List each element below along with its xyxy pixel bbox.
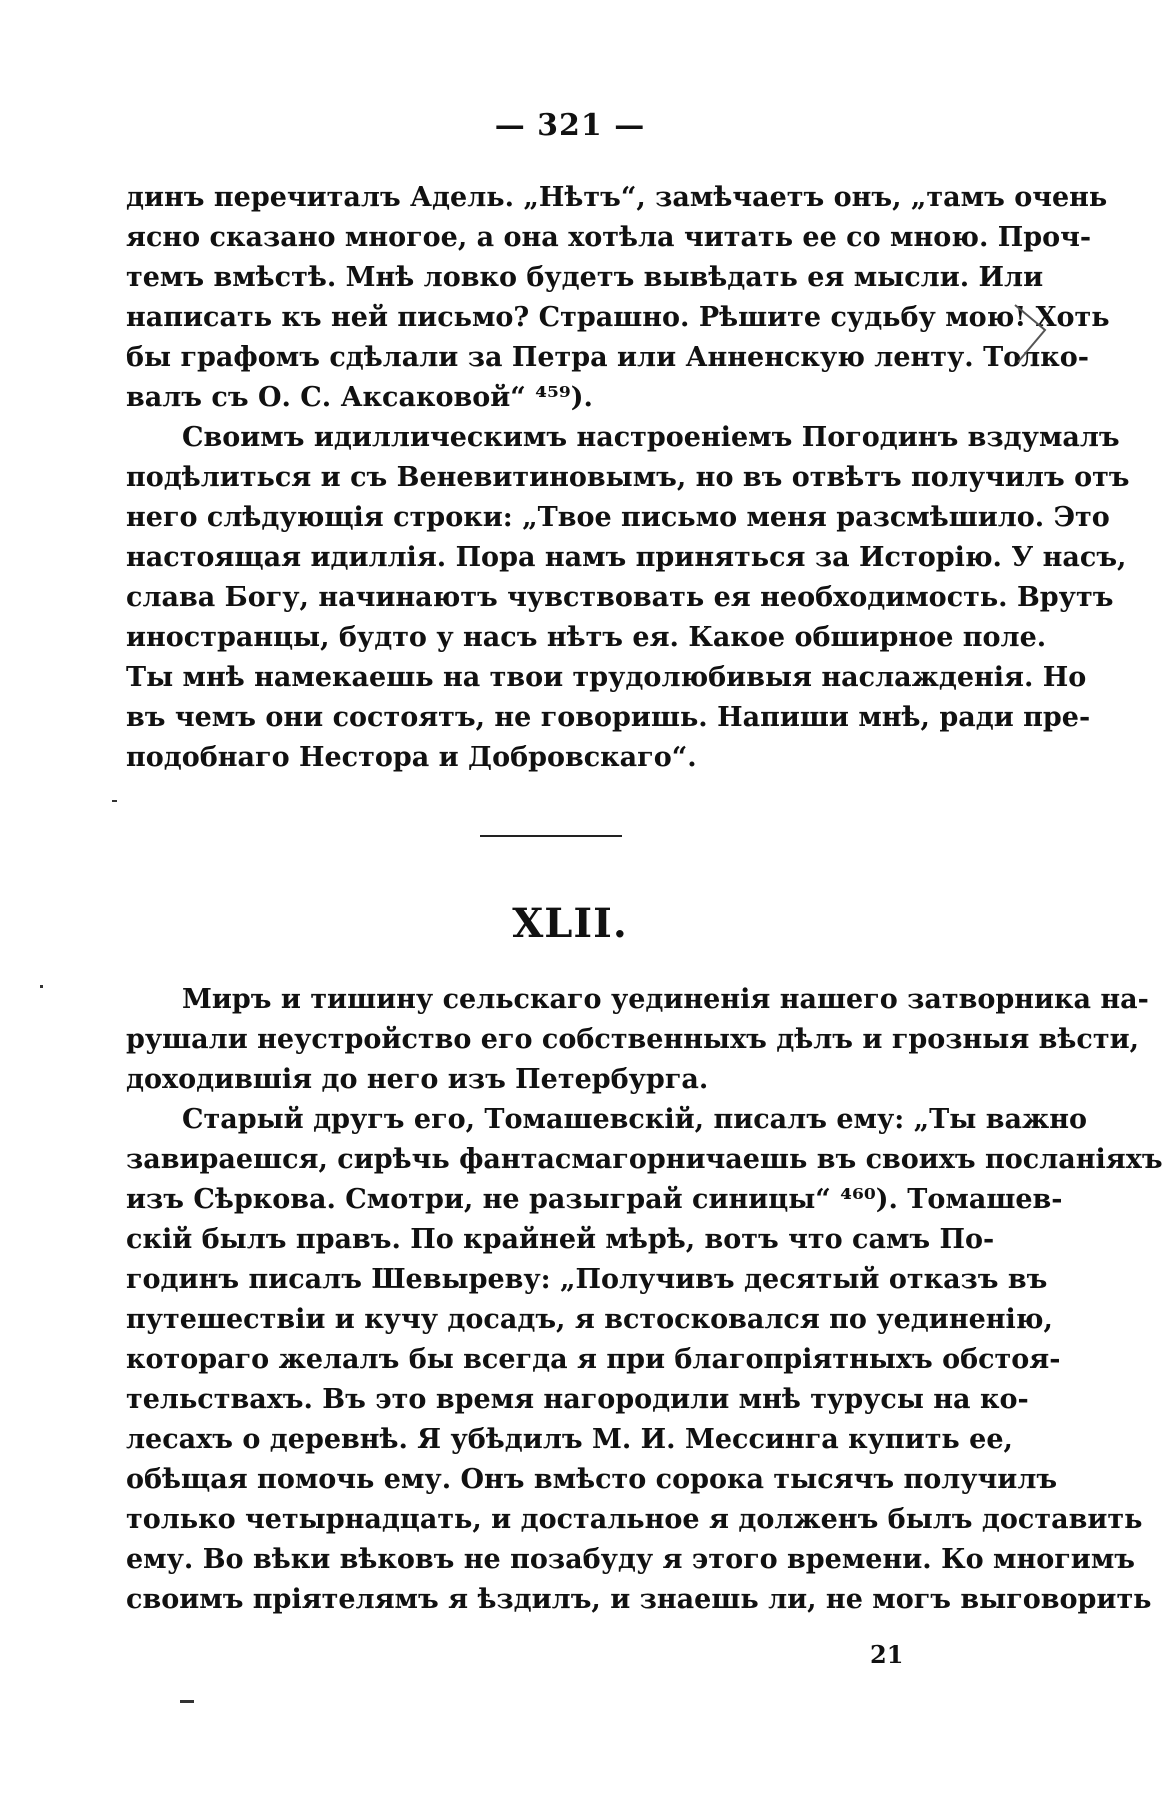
text-line: ясно сказано многое, а она хотѣла читать ее со мною. Проч- xyxy=(126,222,1092,253)
text-line: только четырнадцать, и достальное я долженъ былъ доставить xyxy=(126,1504,1143,1535)
text-line: тельствахъ. Въ это время нагородили мнѣ турусы на ко- xyxy=(126,1384,1029,1415)
text-line: скій былъ правъ. По крайней мѣрѣ, вотъ что самъ По- xyxy=(126,1224,995,1255)
stray-dot-mark xyxy=(112,800,117,802)
text-line: иностранцы, будто у насъ нѣтъ ея. Какое обширное поле. xyxy=(126,622,1047,653)
page-number-header: — 321 — xyxy=(494,108,646,143)
margin-pencil-mark xyxy=(1010,300,1060,370)
text-line: валъ съ О. С. Аксаковой“ ⁴⁵⁹). xyxy=(126,382,593,413)
text-line: ему. Во вѣки вѣковъ не позабуду я этого времени. Ко многимъ xyxy=(126,1544,1135,1575)
text-line: въ чемъ они состоятъ, не говоришь. Напиши мнѣ, ради пре- xyxy=(126,702,1091,733)
text-line: путешествіи и кучу досадъ, я встосковался по уединенію, xyxy=(126,1304,1053,1335)
section-2-text xyxy=(126,980,1163,1620)
text-line: Своимъ идиллическимъ настроеніемъ Погодинъ вздумалъ xyxy=(182,422,1120,453)
text-line: изъ Сѣркова. Смотри, не разыграй синицы“ ⁴⁶⁰). Томашев- xyxy=(126,1184,1063,1215)
text-line: Ты мнѣ намекаешь на твои трудолюбивыя наслажденія. Но xyxy=(126,662,1087,693)
stray-dash-mark xyxy=(180,1700,194,1703)
chapter-title: XLII. xyxy=(512,900,628,947)
text-line: написать къ ней письмо? Страшно. Рѣшите судьбу мою! Хоть xyxy=(126,302,1110,333)
text-line: бы графомъ сдѣлали за Петра или Анненскую ленту. Толко- xyxy=(126,342,1089,373)
text-line: настоящая идиллія. Пора намъ приняться за Исторію. У насъ, xyxy=(126,542,1127,573)
signature-mark: 21 xyxy=(870,1640,904,1669)
text-line: Миръ и тишину сельскаго уединенія нашего затворника на- xyxy=(182,984,1149,1015)
section-1-text xyxy=(126,178,1130,778)
text-line: слава Богу, начинаютъ чувствовать ея необходимость. Врутъ xyxy=(126,582,1114,613)
section-divider xyxy=(480,835,622,837)
text-line: Старый другъ его, Томашевскій, писалъ ему: „Ты важно xyxy=(182,1104,1087,1135)
text-line: него слѣдующія строки: „Твое письмо меня разсмѣшило. Это xyxy=(126,502,1110,533)
text-line: подобнаго Нестора и Добровскаго“. xyxy=(126,742,697,773)
text-line: динъ перечиталъ Адель. „Нѣтъ“, замѣчаетъ онъ, „тамъ очень xyxy=(126,182,1108,213)
text-line: котораго желалъ бы всегда я при благопріятныхъ обстоя- xyxy=(126,1344,1061,1375)
stray-dot-mark xyxy=(40,985,43,988)
text-line: своимъ пріятелямъ я ѣздилъ, и знаешь ли, не могъ выговорить xyxy=(126,1584,1152,1615)
text-line: рушали неустройство его собственныхъ дѣлъ и грозныя вѣсти, xyxy=(126,1024,1140,1055)
text-line: завираешся, сирѣчь фантасмагорничаешь въ своихъ посланіяхъ xyxy=(126,1144,1163,1175)
text-line: обѣщая помочь ему. Онъ вмѣсто сорока тысячъ получилъ xyxy=(126,1464,1058,1495)
text-line: годинъ писалъ Шевыреву: „Получивъ десятый отказъ въ xyxy=(126,1264,1048,1295)
text-line: подѣлиться и съ Веневитиновымъ, но въ отвѣтъ получилъ отъ xyxy=(126,462,1130,493)
text-line: лесахъ о деревнѣ. Я убѣдилъ М. И. Мессинга купить ее, xyxy=(126,1424,1013,1455)
text-line: доходившія до него изъ Петербурга. xyxy=(126,1064,709,1095)
text-line: темъ вмѣстѣ. Мнѣ ловко будетъ вывѣдать ея мысли. Или xyxy=(126,262,1044,293)
